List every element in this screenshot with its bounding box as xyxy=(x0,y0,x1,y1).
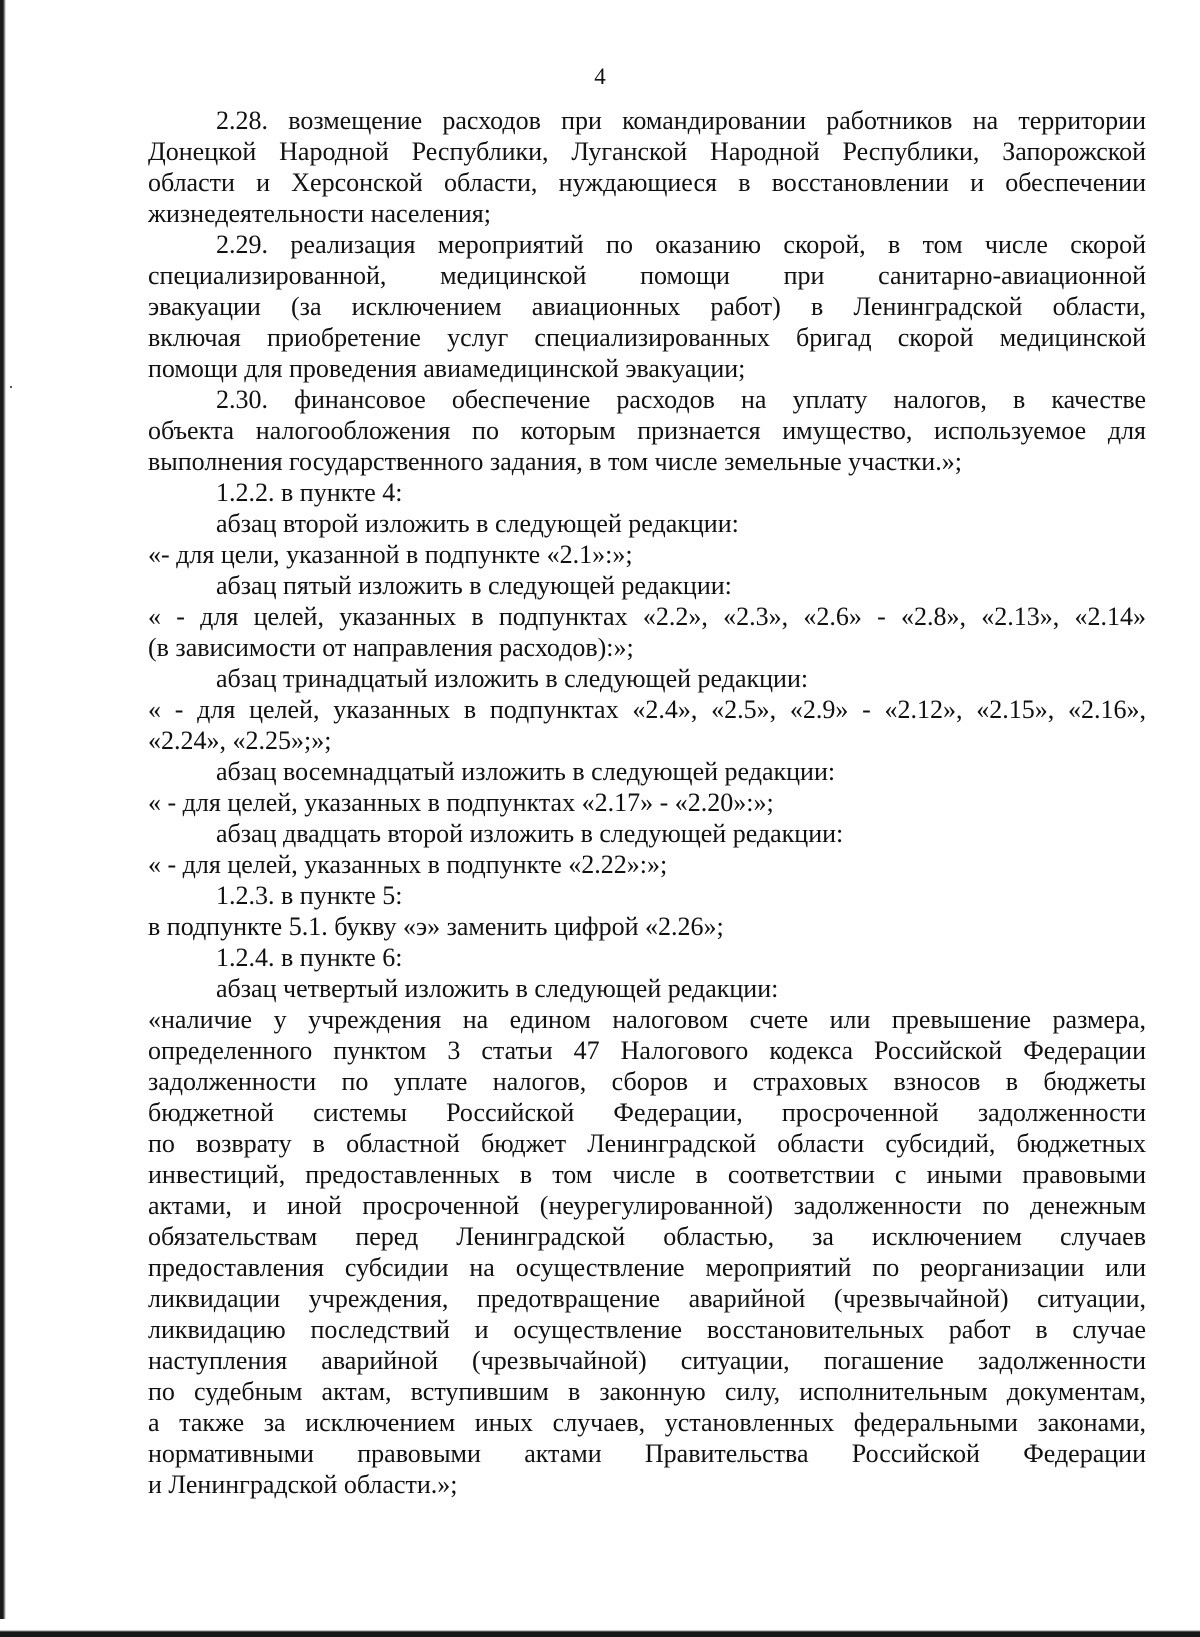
document-body xyxy=(148,105,1146,1500)
text-line: обязательствам перед Ленинградской областью, за исключением случаев xyxy=(148,1222,1146,1251)
text-line: (в зависимости от направления расходов):»; xyxy=(148,633,634,662)
text-line: 1.2.4. в пункте 6: xyxy=(216,943,403,972)
text-line: абзац пятый изложить в следующей редакции: xyxy=(216,571,732,600)
text-line: наступления аварийной (чрезвычайной) ситуации, погашение задолженности xyxy=(148,1346,1146,1375)
text-line: «наличие у учреждения на едином налоговом счете или превышение размера, xyxy=(148,1005,1146,1034)
text-line: жизнедеятельности населения; xyxy=(148,199,491,228)
text-line: инвестиций, предоставленных в том числе в соответствии с иными правовыми xyxy=(148,1160,1146,1189)
text-line: « - для целей, указанных в подпункте «2.22»:»; xyxy=(148,850,668,879)
text-line: по возврату в областной бюджет Ленинградской области субсидий, бюджетных xyxy=(148,1129,1146,1158)
text-line: абзац тринадцатый изложить в следующей редакции: xyxy=(216,664,809,693)
text-line: 1.2.2. в пункте 4: xyxy=(216,478,403,507)
text-line: помощи для проведения авиамедицинской эвакуации; xyxy=(148,354,746,383)
scan-speck xyxy=(10,386,12,388)
text-line: абзац четвертый изложить в следующей редакции: xyxy=(216,974,779,1003)
text-line: специализированной, медицинской помощи при санитарно-авиационной xyxy=(148,261,1146,290)
text-line: эвакуации (за исключением авиационных работ) в Ленинградской области, xyxy=(148,292,1146,321)
text-line: абзац второй изложить в следующей редакции: xyxy=(216,509,739,538)
text-line: а также за исключением иных случаев, установленных федеральными законами, xyxy=(148,1408,1146,1437)
page-number: 4 xyxy=(594,64,606,89)
text-line: выполнения государственного задания, в том числе земельные участки.»; xyxy=(148,447,962,476)
text-line: 2.30. финансовое обеспечение расходов на уплату налогов, в качестве xyxy=(216,385,1146,414)
text-line: « - для целей, указанных в подпунктах «2.2», «2.3», «2.6» - «2.8», «2.13», «2.14» xyxy=(148,602,1146,631)
scan-left-edge xyxy=(0,0,6,1637)
text-line: 2.29. реализация мероприятий по оказанию скорой, в том числе скорой xyxy=(216,230,1146,259)
text-line: 2.28. возмещение расходов при командировании работников на территории xyxy=(216,106,1146,135)
text-line: « - для целей, указанных в подпунктах «2.4», «2.5», «2.9» - «2.12», «2.15», «2.16», xyxy=(148,695,1146,724)
text-line: абзац двадцать второй изложить в следующей редакции: xyxy=(216,819,844,848)
text-line: абзац восемнадцатый изложить в следующей редакции: xyxy=(216,757,836,786)
text-line: ликвидации учреждения, предотвращение аварийной (чрезвычайной) ситуации, xyxy=(148,1284,1146,1313)
text-line: определенного пунктом 3 статьи 47 Налогового кодекса Российской Федерации xyxy=(148,1036,1146,1065)
text-line: области и Херсонской области, нуждающиеся в восстановлении и обеспечении xyxy=(148,168,1146,197)
text-line: задолженности по уплате налогов, сборов и страховых взносов в бюджеты xyxy=(148,1067,1146,1096)
text-line: в подпункте 5.1. букву «э» заменить цифрой «2.26»; xyxy=(148,912,724,941)
text-line: «- для цели, указанной в подпункте «2.1»:»; xyxy=(148,540,633,569)
text-line: предоставления субсидии на осуществление мероприятий по реорганизации или xyxy=(148,1253,1146,1282)
text-line: по судебным актам, вступившим в законную силу, исполнительным документам, xyxy=(148,1377,1146,1406)
text-line: нормативными правовыми актами Правительства Российской Федерации xyxy=(148,1439,1146,1468)
text-line: бюджетной системы Российской Федерации, просроченной задолженности xyxy=(148,1098,1146,1127)
text-line: объекта налогообложения по которым признается имущество, используемое для xyxy=(148,416,1146,445)
text-line: и Ленинградской области.»; xyxy=(148,1470,458,1499)
scan-bottom-edge xyxy=(0,1619,1200,1637)
text-line: 1.2.3. в пункте 5: xyxy=(216,881,403,910)
text-line: «2.24», «2.25»;»; xyxy=(148,726,332,755)
text-line: Донецкой Народной Республики, Луганской Народной Республики, Запорожской xyxy=(148,137,1146,166)
text-line: ликвидацию последствий и осуществление восстановительных работ в случае xyxy=(148,1315,1146,1344)
text-line: актами, и иной просроченной (неурегулированной) задолженности по денежным xyxy=(148,1191,1146,1220)
text-line: включая приобретение услуг специализированных бригад скорой медицинской xyxy=(148,323,1146,352)
text-line: « - для целей, указанных в подпунктах «2.17» - «2.20»:»; xyxy=(148,788,774,817)
